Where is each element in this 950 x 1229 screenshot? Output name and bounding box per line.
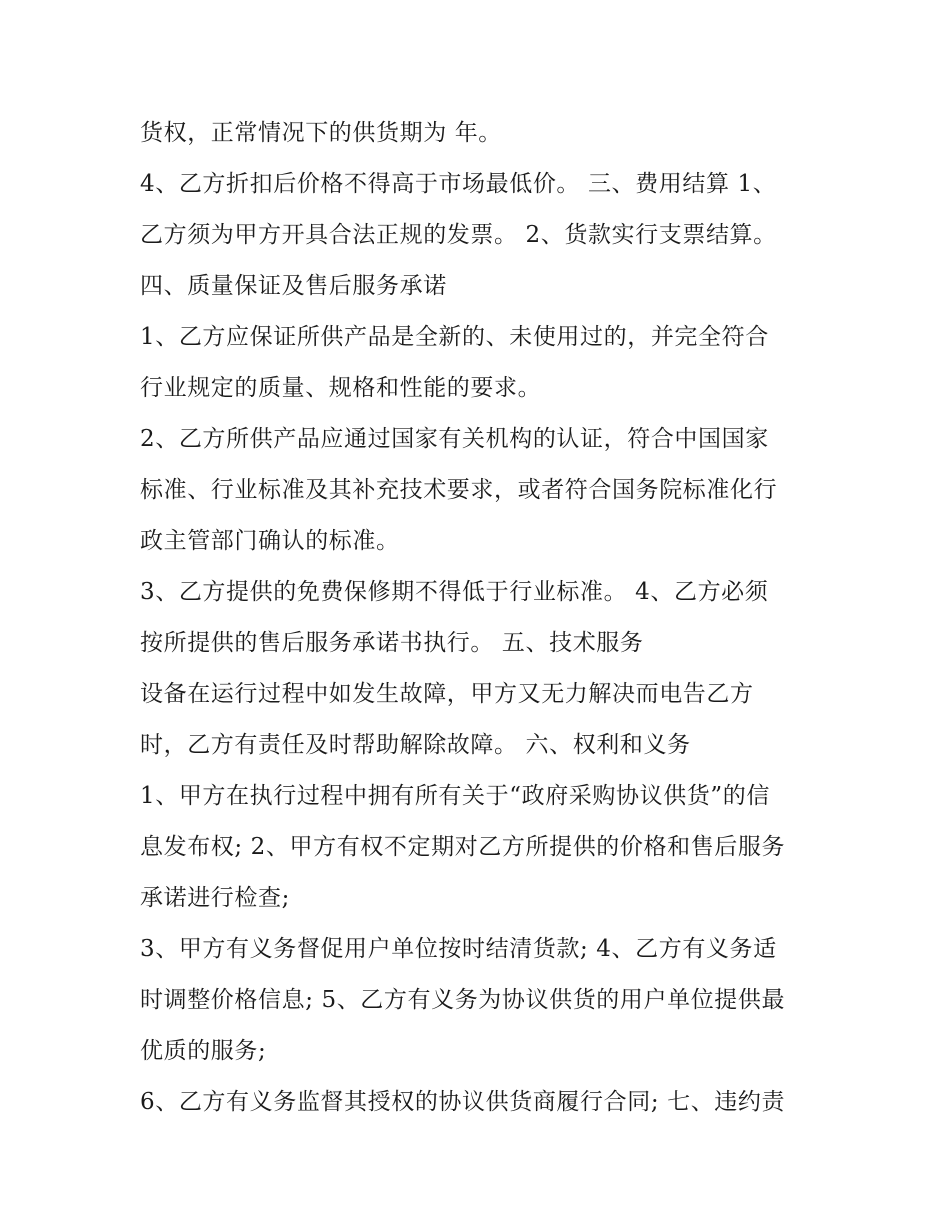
text-line: 息发布权; 2、甲方有权不定期对乙方所提供的价格和售后服务 [140,834,786,860]
document-body [140,108,820,1128]
text-line: 货权，正常情况下的供货期为 年。 [140,120,502,146]
text-line: 时调整价格信息; 5、乙方有义务为协议供货的用户单位提供最 [140,987,786,1013]
text-line: 标准、行业标准及其补充技术要求，或者符合国务院标准化行 [140,477,778,503]
text-line: 3、乙方提供的免费保修期不得低于行业标准。 4、乙方必须 [140,579,769,605]
text-line: 6、乙方有义务监督其授权的协议供货商履行合同; 七、违约责 [140,1089,786,1115]
text-line: 1、甲方在执行过程中拥有所有关于“政府采购协议供货”的信 [140,783,770,809]
text-line: 乙方须为甲方开具合法正规的发票。 2、货款实行支票结算。 [140,222,777,248]
text-line: 政主管部门确认的标准。 [140,528,400,554]
text-line: 时，乙方有责任及时帮助解除故障。 六、权利和义务 [140,732,691,758]
text-line: 行业规定的质量、规格和性能的要求。 [140,375,542,401]
text-line: 3、甲方有义务督促用户单位按时结清货款; 4、乙方有义务适 [140,936,777,962]
section-heading: 四、质量保证及售后服务承诺 [140,273,447,299]
text-line: 承诺进行检查; [140,885,290,911]
text-line: 优质的服务; [140,1038,267,1064]
text-line: 2、乙方所供产品应通过国家有关机构的认证，符合中国国家 [140,426,769,452]
text-line: 按所提供的售后服务承诺书执行。 五、技术服务 [140,630,644,656]
text-line: 设备在运行过程中如发生故障，甲方又无力解决而电告乙方 [140,681,754,707]
text-line: 4、乙方折扣后价格不得高于市场最低价。 三、费用结算 1、 [140,171,777,197]
text-line: 1、乙方应保证所供产品是全新的、未使用过的，并完全符合 [140,324,769,350]
